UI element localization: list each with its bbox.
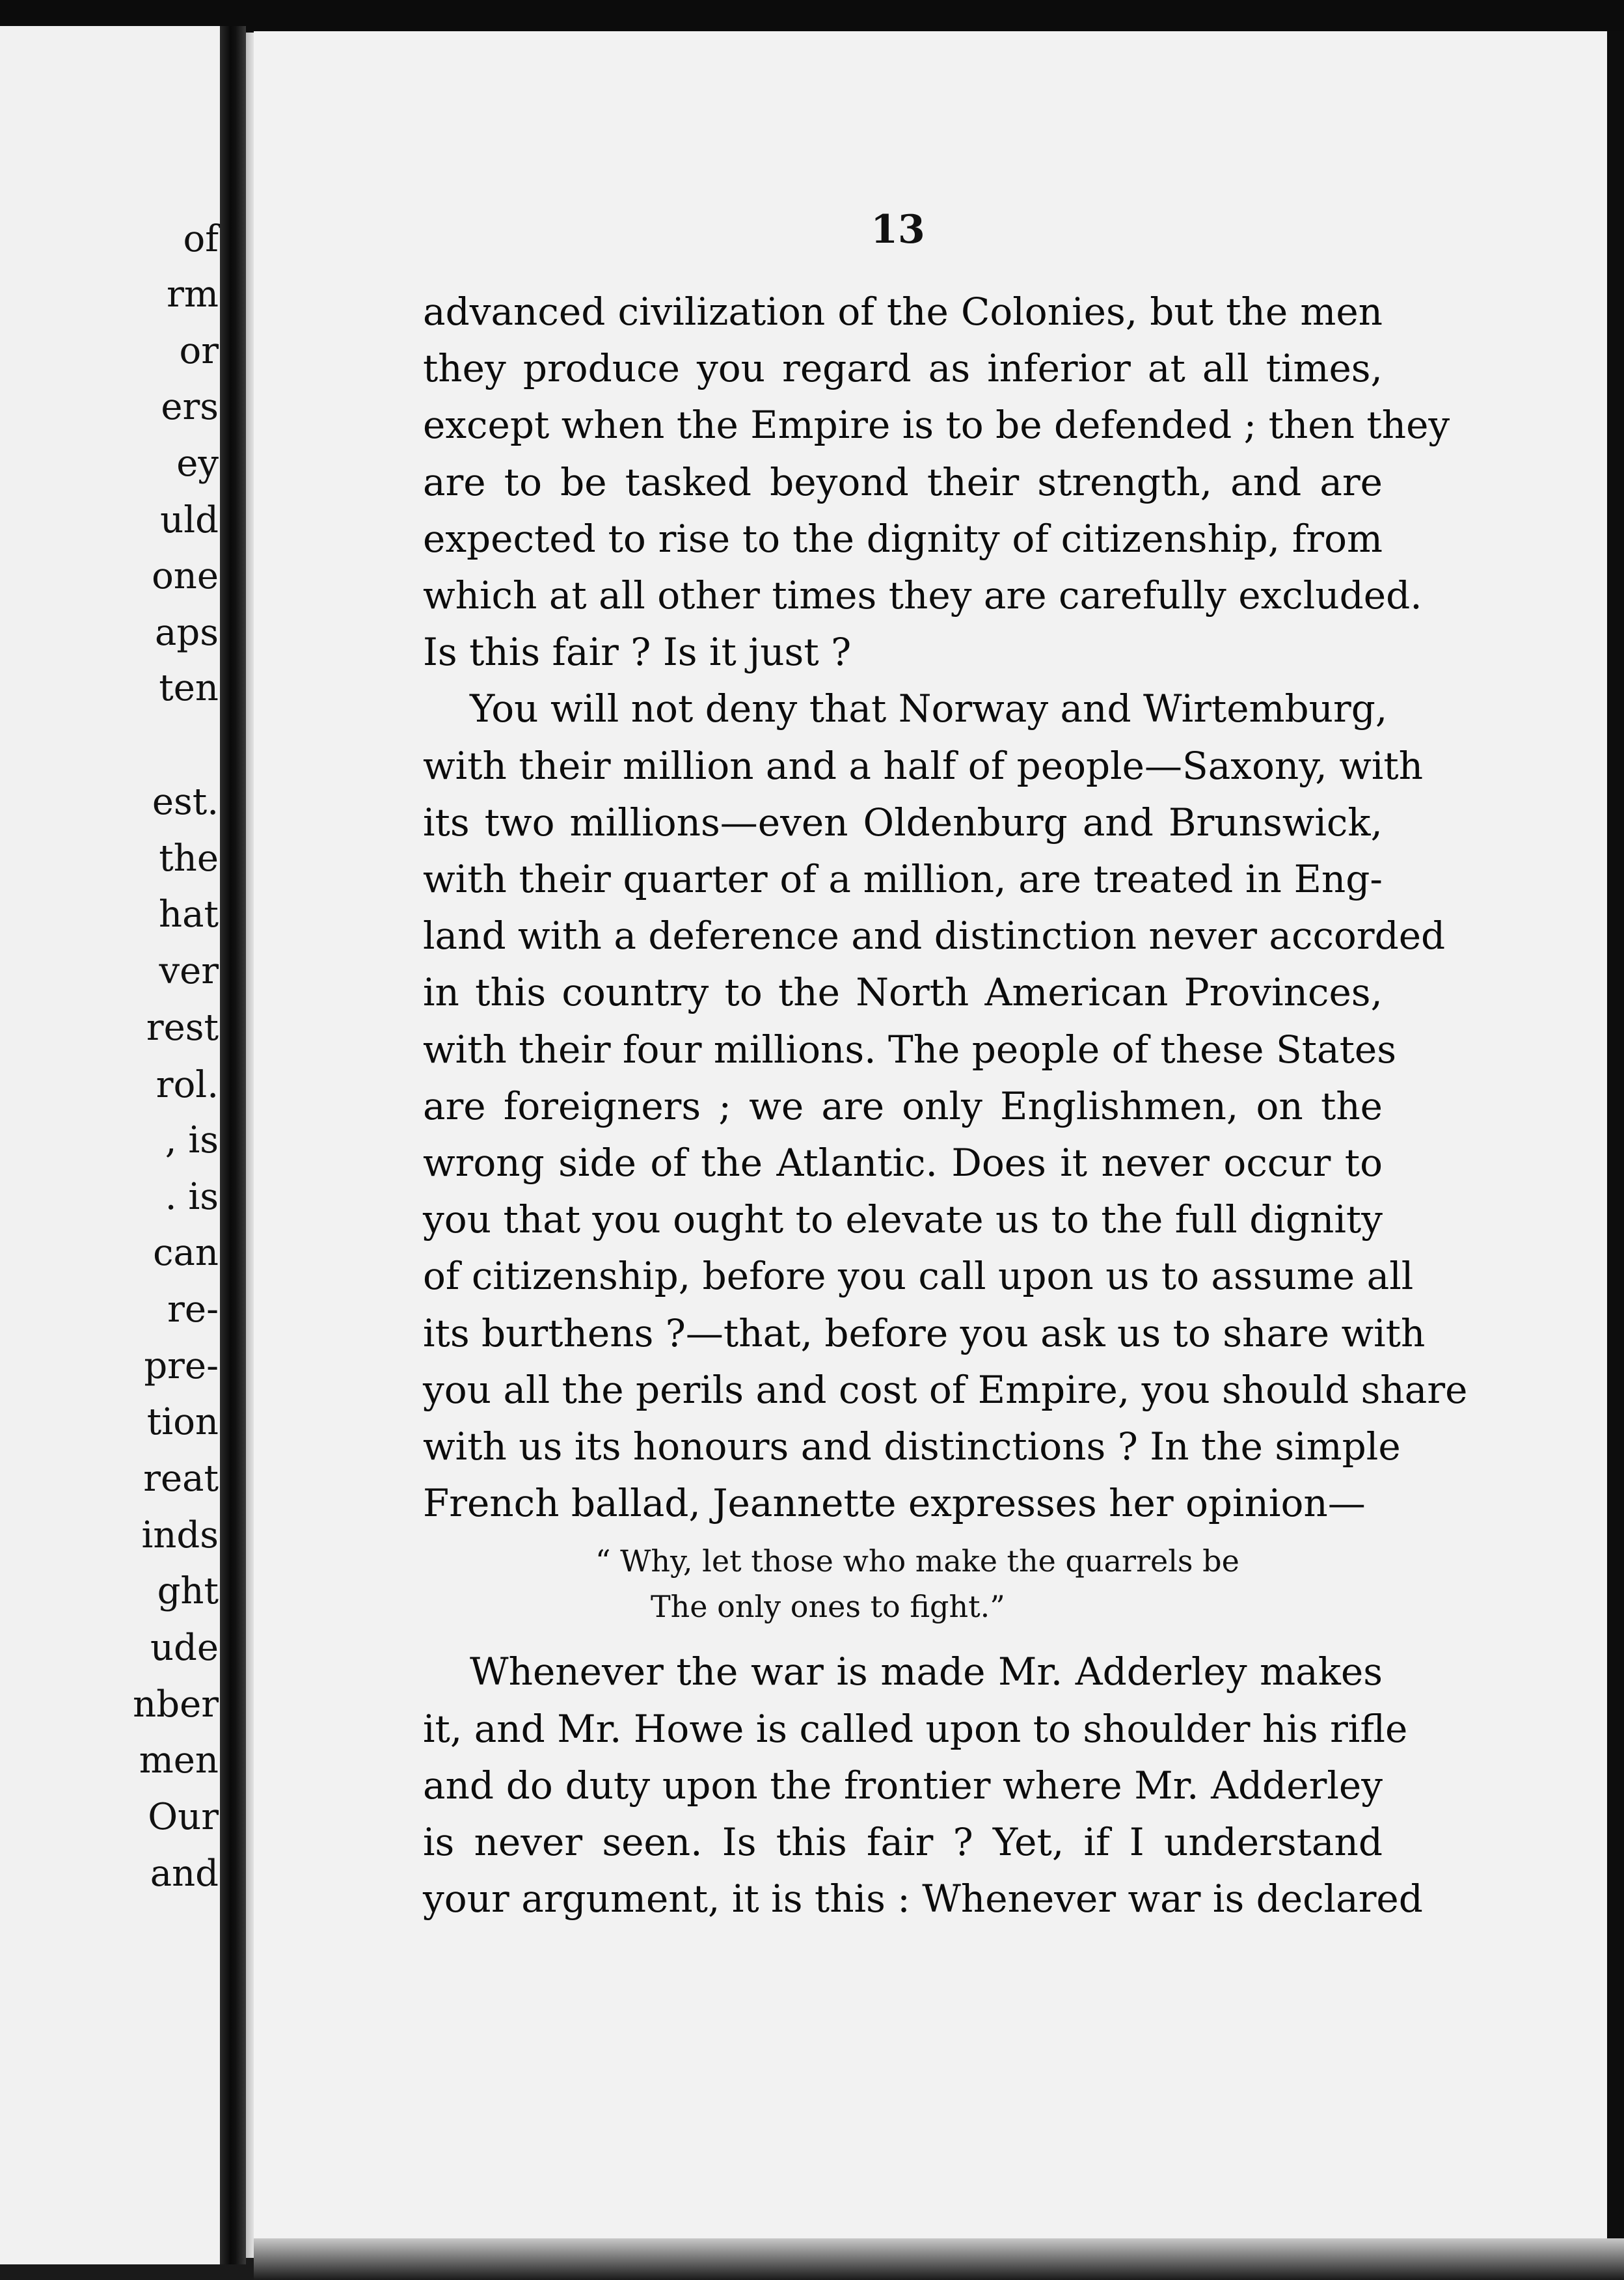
left-page-line-fragment: reat [143,1458,219,1500]
left-page-line-fragment: inds [141,1514,219,1556]
body-text-line: its burthens ?—that, before you ask us to share with [423,1310,1426,1355]
body-text-line: You will not deny that Norway and Wirtemburg, [470,686,1388,731]
body-text-line: of citizenship, before you call upon us to assume all [423,1254,1414,1299]
body-text-line: your argument, it is this : Whenever war is declared [423,1877,1423,1921]
body-text-line: they produce you regard as inferior at all times, [423,346,1383,391]
left-page-line-fragment: tion [146,1401,219,1443]
body-text-line: wrong side of the Atlantic. Does it never occur to [423,1141,1383,1185]
body-text-line: is never seen. Is this fair ? Yet, if I understand [423,1820,1383,1864]
body-text-line: with us its honours and distinctions ? In the simple [423,1424,1401,1469]
ballad-quote-line: “ Why, let those who make the quarrels be [595,1543,1239,1579]
body-text-line: in this country to the North American Provinces, [423,970,1383,1015]
left-page-line-fragment: ude [150,1627,219,1669]
body-text-line: Whenever the war is made Mr. Adderley makes [470,1649,1383,1694]
left-page-line-fragment: men [139,1739,219,1782]
left-page-line-fragment: uld [160,499,219,541]
left-page-line-fragment: rol. [156,1064,219,1106]
left-page-line-fragment: re- [167,1288,219,1331]
body-text-line: Is this fair ? Is it just ? [423,630,852,675]
body-text-line: you that you ought to elevate us to the full dignity [423,1197,1383,1242]
left-page-line-fragment: ers [161,386,219,428]
book-gutter [220,26,246,2264]
left-page-line-fragment: or [179,330,219,372]
body-text-line: are to be tasked beyond their strength, and are [423,459,1383,504]
left-page-line-fragment: of [183,218,219,260]
body-text-line: it, and Mr. Howe is called upon to shoulder his rifle [423,1706,1408,1751]
left-facing-page [0,26,228,2264]
body-text-line: with their four millions. The people of these States [423,1027,1396,1072]
body-text-line: expected to rise to the dignity of citizenship, from [423,516,1383,561]
body-text-line: advanced civilization of the Colonies, but the men [423,290,1383,334]
left-page-line-fragment: one [152,555,219,597]
left-page-line-fragment: rest [146,1007,219,1049]
ballad-quote-line: The only ones to fight.” [651,1589,1005,1625]
body-text-line: you all the perils and cost of Empire, you should share [423,1367,1468,1412]
body-text-line: except when the Empire is to be defended ; then they [423,403,1450,448]
left-page-line-fragment: rm [167,273,219,316]
body-text-line: and do duty upon the frontier where Mr. Adderley [423,1763,1383,1808]
left-page-line-fragment: ver [159,950,219,992]
left-page-line-fragment: the [159,837,219,880]
page-number: 13 [871,207,925,252]
left-page-line-fragment: aps [155,612,219,654]
body-text-line: are foreigners ; we are only Englishmen, on the [423,1083,1383,1128]
body-text-line: with their million and a half of people—Saxony, with [423,743,1424,788]
body-text-line: with their quarter of a million, are treated in Eng- [423,857,1383,901]
scan-right-border [1607,31,1624,2280]
left-page-line-fragment: pre- [144,1345,219,1387]
scan-bottom-border [254,2238,1624,2280]
body-text-line: land with a deference and distinction never accorded [423,914,1446,958]
left-page-line-fragment: est. [152,781,219,823]
left-page-line-fragment: nber [133,1683,219,1726]
left-page-line-fragment: , is [165,1119,219,1161]
left-page-line-fragment: ght [157,1570,219,1612]
left-page-line-fragment: Our [148,1796,219,1838]
body-text-line: which at all other times they are carefully excluded. [423,573,1422,618]
left-page-line-fragment: and [150,1853,219,1895]
left-page-line-fragment: ey [176,442,219,485]
left-page-line-fragment: hat [159,893,219,936]
body-text-line: its two millions—even Oldenburg and Brunswick, [423,800,1383,845]
body-text-line: French ballad, Jeannette expresses her opinion— [423,1481,1366,1526]
left-page-line-fragment: ten [159,667,219,709]
left-page-line-fragment: . is [165,1176,219,1218]
left-page-line-fragment: can [153,1232,219,1274]
